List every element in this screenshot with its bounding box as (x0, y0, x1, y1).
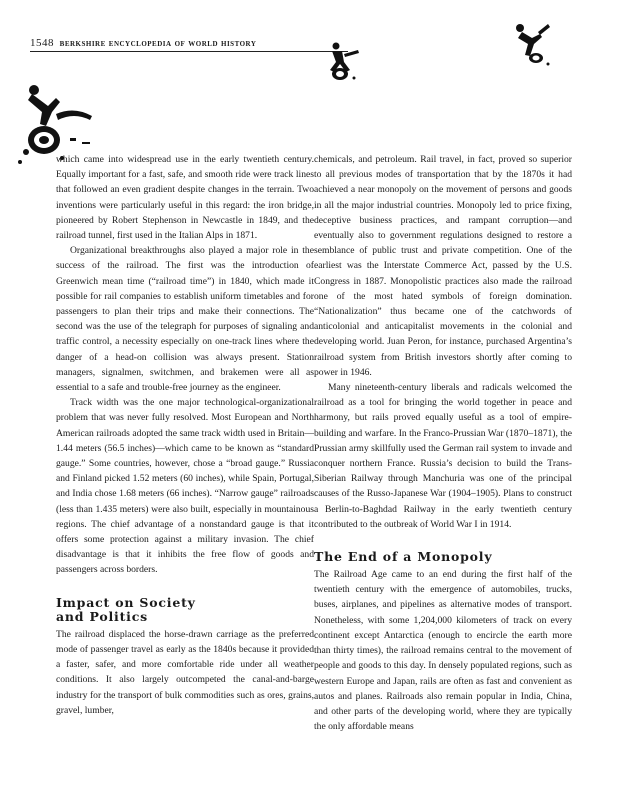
section-heading-line: and Politics (56, 608, 148, 624)
running-head (30, 37, 256, 49)
body-paragraph: The railroad displaced the horse-drawn carriage as the preferred mode of passenger travel as early as the 1840s because it provided a faster, safer, and more comfortable ride under all weather conditions. It also largely outcompeted the canal-and-barge industry for the transport of bulk commodities such as ores, grains, gravel, lumber, (56, 628, 314, 716)
header-rule (30, 51, 348, 52)
right-column (314, 152, 572, 734)
body-paragraph: Organizational breakthroughs also played a major role in the success of the railroad. The first was the introduction of Greenwich mean time (“railroad time”) in 1840, which made it possible for rail companies to establish uniform timetables and for passengers to plan their trips and make their connections. The second was the use of the telegraph for purposes of signaling and traffic control, a necessity especially on one-track lines where the danger of a head-on collision was always present. Station managers, signalmen, switchmen, and brakemen were all as essential to a safe and trouble-free journey as the engineer. (56, 245, 314, 394)
body-paragraph: The Railroad Age came to an end during the first half of the twentieth century with the emergence of automobiles, trucks, buses, airplanes, and pipelines as alternative modes of transport. Nonetheless, with some 1,204,000 kilometers of track on every continent except Antarctica (enough to encircle the earth more than thirty times), the railroad remains central to the movement of people and goods to this day. In densely populated regions, such as western Europe and Japan, rails are often as fast and convenient as autos and planes. Railroads also remain popular in India, China, and other parts of the developing world, where they are typically the only affordable means (314, 569, 572, 733)
page-number: 1548 (30, 37, 54, 49)
figure-ornament-icon (508, 18, 553, 68)
body-paragraph: chemicals, and petroleum. Rail travel, in fact, proved so superior to all previous modes of transportation that by the 1870s it had achieved a near monopoly on the movement of persons and goods in all the major industrial countries. Monopoly led to price fixing, deceptive business practices, and rampant corruption—and eventually also to government regulations designed to restore a semblance of public trust and private competition. One of the earliest was the Interstate Commerce Act, passed by the U.S. Congress in 1887. Monopolistic practices also made the railroad one of the most hated symbols of foreign domination. “Nationalization” thus became one of the catchwords of anticolonial and anticapitalist movements in the colonial and developing world. Juan Peron, for instance, purchased Argentina’s railroad system from British investors shortly after coming to power in 1946. (314, 154, 572, 378)
running-title: berkshire encyclopedia of world history (59, 38, 257, 49)
section-heading-impact (56, 596, 314, 624)
section-heading-end-of-monopoly: The End of a Monopoly (314, 549, 493, 565)
figure-ornament-icon (318, 40, 368, 85)
body-paragraph: which came into widespread use in the early twentieth century. Equally important for a fast, safe, and smooth ride were track lines that followed an even gradient despite changes in the terrain. Two inventions were particularly useful in this regard: the iron bridge, pioneered by Robert Stephenson in Newcastle in 1849, and the railroad tunnel, first used in the Italian Alps in 1871. (56, 154, 314, 242)
section-heading-line: Impact on Society (56, 594, 196, 610)
body-paragraph: Many nineteenth-century liberals and radicals welcomed the railroad as a tool for bringing the world together in peace and harmony, but rails proved equally useful as a tool of empire-building and warfare. In the Franco-Prussian War (1870–1871), the Prussian army skillfully used the German rail system to invade and conquer northern France. Russia’s decision to build the Trans-Siberian Railway through Manchuria was one of the principal causes of the Russo-Japanese War (1904–1905). Plans to construct a Berlin-to-Baghdad Railway in the early twentieth century contributed to the outbreak of World War I in 1914. (314, 382, 573, 530)
left-column (56, 152, 314, 718)
body-paragraph: Track width was the one major technological-organizational problem that was never fully resolved. Most European and North American railroads adopted the same track width used in Britain—1.44 meters (56.5 inches)—which came to be known as “standard gauge.” Some countries, however, chose a “broad gauge.” Russia and Finland picked 1.52 meters (60 inches), while Spain, Portugal, and India chose 1.68 meters (66 inches). “Narrow gauge” railroads (less than 1.435 meters) were also built, especially in mountainous regions. The chief advantage of a nonstandard gauge is that it offers some protection against a military invasion. The chief disadvantage is that it inhibits the free flow of goods and passengers across borders. (56, 397, 314, 576)
